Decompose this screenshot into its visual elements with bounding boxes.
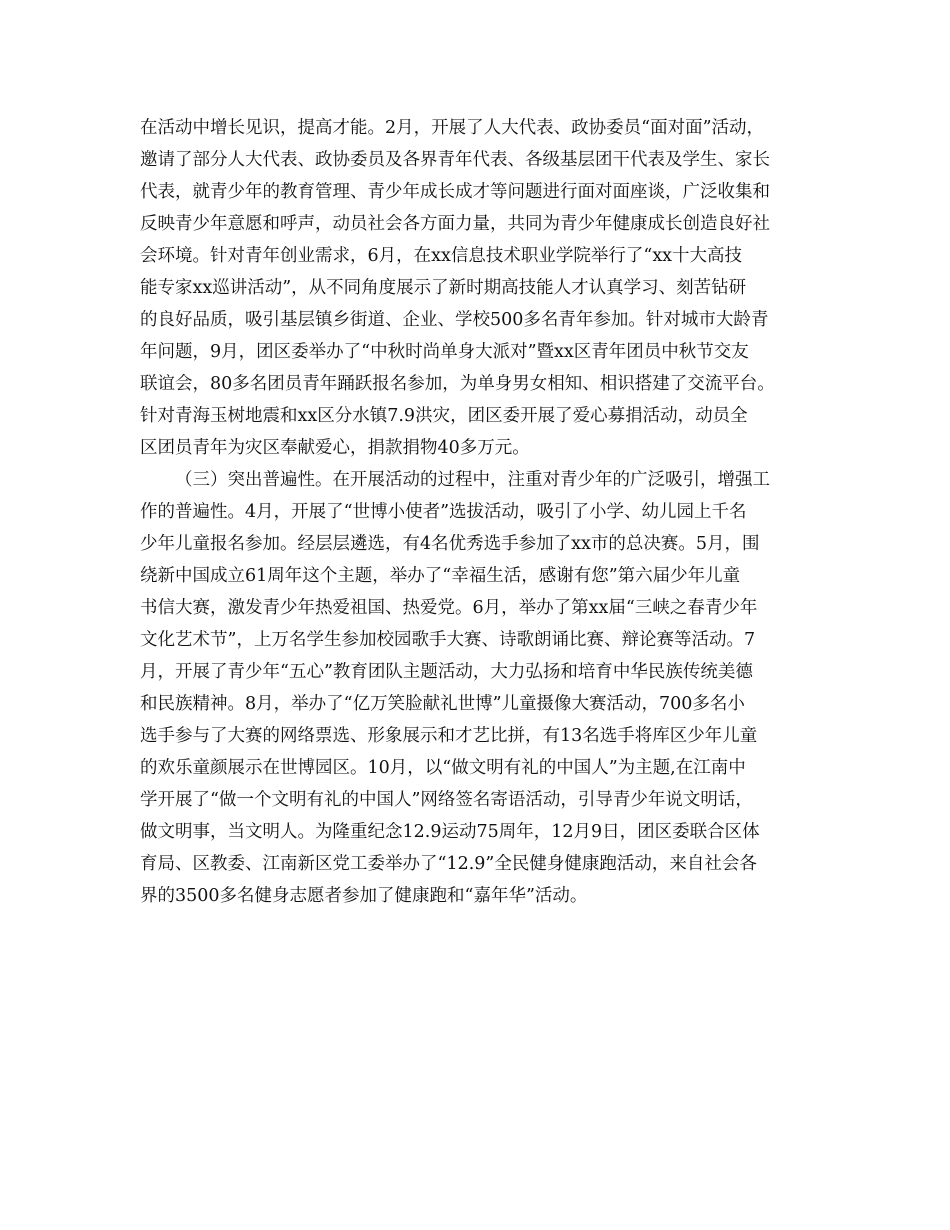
text-line: 绕新中国成立61周年这个主题，举办了“幸福生活，感谢有您”第六届少年儿童 xyxy=(140,566,741,586)
text-line: 少年儿童报名参加。经层层遴选，有4名优秀选手参加了xx市的总决赛。5月，围 xyxy=(140,534,760,554)
text-line: 在活动中增长见识，提高才能。2月，开展了人大代表、政协委员“面对面”活动， xyxy=(140,118,765,138)
text-line: 会环境。针对青年创业需求，6月，在xx信息技术职业学院举行了“xx十大高技 xyxy=(140,246,743,266)
text-line: 针对青海玉树地震和xx区分水镇7.9洪灾，团区委开展了爱心募捐活动，动员全 xyxy=(140,406,748,426)
text-line: 的良好品质，吸引基层镇乡街道、企业、学校500多名青年参加。针对城市大龄青 xyxy=(140,310,769,330)
text-line: 书信大赛，激发青少年热爱祖国、热爱党。6月，举办了第xx届“三峡之春青少年 xyxy=(140,598,758,618)
text-line: 学开展了“做一个文明有礼的中国人”网络签名寄语活动，引导青少年说文明话， xyxy=(140,790,753,810)
text-line: 做文明事，当文明人。为隆重纪念12.9运动75周年，12月9日，团区委联合区体 xyxy=(140,822,760,842)
text-line: 区团员青年为灾区奉献爱心，捐款捐物40多万元。 xyxy=(140,438,530,458)
text-line-section-heading: （三）突出普遍性。在开展活动的过程中，注重对青少年的广泛吸引，增强工 xyxy=(175,470,770,490)
text-line: 月，开展了青少年“五心”教育团队主题活动，大力弘扬和培育中华民族传统美德 xyxy=(140,662,753,682)
text-line: 作的普遍性。4月，开展了“世博小使者”选拔活动，吸引了小学、幼儿园上千名 xyxy=(140,502,747,522)
text-line: 年问题，9月，团区委举办了“中秋时尚单身大派对”暨xx区青年团员中秋节交友 xyxy=(140,342,749,362)
text-line: 反映青少年意愿和呼声，动员社会各方面力量，共同为青少年健康成长创造良好社 xyxy=(140,214,770,234)
text-line: 界的3500多名健身志愿者参加了健康跑和“嘉年华”活动。 xyxy=(140,886,588,906)
text-line: 能专家xx巡讲活动”，从不同角度展示了新时期高技能人才认真学习、刻苦钻研 xyxy=(140,278,747,298)
text-line: 联谊会，80多名团员青年踊跃报名参加，为单身男女相知、相识搭建了交流平台。 xyxy=(140,374,775,394)
text-line: 代表，就青少年的教育管理、青少年成长成才等问题进行面对面座谈，广泛收集和 xyxy=(140,182,770,202)
paragraph-universality xyxy=(140,464,816,912)
paragraph-activities-growth xyxy=(140,112,816,464)
text-line: 和民族精神。8月，举办了“亿万笑脸献礼世博”儿童摄像大赛活动，700多名小 xyxy=(140,694,745,714)
text-line: 文化艺术节”，上万名学生参加校园歌手大赛、诗歌朗诵比赛、辩论赛等活动。7 xyxy=(140,630,756,650)
text-line: 选手参与了大赛的网络票选、形象展示和才艺比拼，有13名选手将库区少年儿童 xyxy=(140,726,758,746)
text-line: 的欢乐童颜展示在世博园区。10月，以“做文明有礼的中国人”为主题,在江南中 xyxy=(140,758,746,778)
document-body xyxy=(140,112,816,912)
text-line: 邀请了部分人大代表、政协委员及各界青年代表、各级基层团干代表及学生、家长 xyxy=(140,150,770,170)
text-line: 育局、区教委、江南新区党工委举办了“12.9”全民健身健康跑活动，来自社会各 xyxy=(140,854,757,874)
